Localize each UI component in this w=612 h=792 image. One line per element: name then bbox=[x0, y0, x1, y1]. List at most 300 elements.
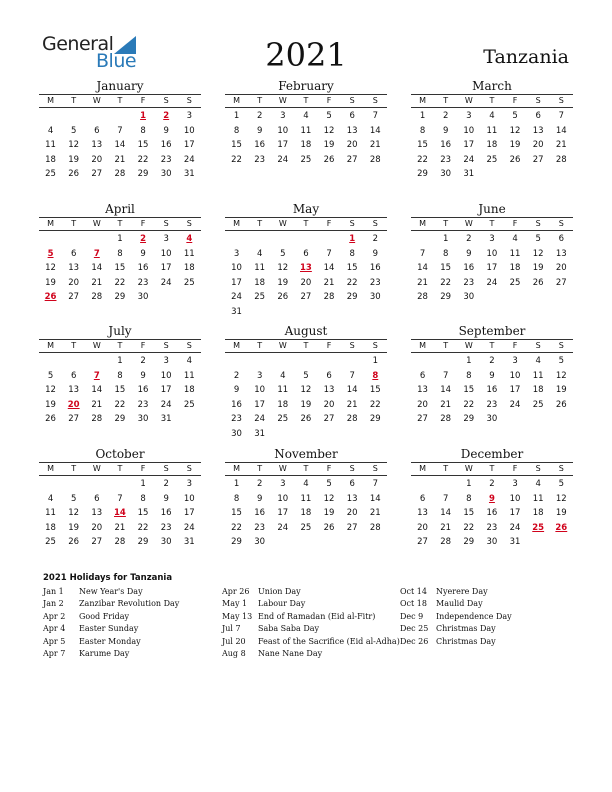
month-august bbox=[225, 324, 387, 442]
holiday-item bbox=[400, 611, 586, 623]
day: 21 bbox=[555, 140, 567, 151]
day: 14 bbox=[346, 385, 358, 396]
day: 3 bbox=[512, 479, 518, 489]
day: 8 bbox=[466, 493, 472, 504]
empty-day bbox=[62, 232, 85, 247]
day: 12 bbox=[277, 263, 289, 274]
day: 27 bbox=[417, 414, 428, 425]
day: 3 bbox=[163, 356, 169, 366]
day: 19 bbox=[555, 385, 567, 396]
day: 3 bbox=[256, 370, 263, 381]
weekday-header bbox=[39, 94, 201, 108]
day: 5 bbox=[47, 370, 54, 381]
month-name: August bbox=[284, 324, 328, 338]
day: 10 bbox=[509, 493, 521, 504]
weekday-label: S bbox=[163, 464, 169, 473]
day: 18 bbox=[486, 140, 498, 151]
day: 28 bbox=[346, 414, 358, 425]
day: 24 bbox=[486, 277, 498, 288]
day: 2 bbox=[442, 111, 449, 121]
holiday-day: 5 bbox=[47, 248, 54, 259]
day: 27 bbox=[300, 292, 312, 303]
day: 21 bbox=[114, 154, 126, 165]
day: 26 bbox=[532, 277, 544, 288]
day: 27 bbox=[91, 537, 103, 548]
day: 29 bbox=[137, 537, 149, 548]
holiday-column bbox=[400, 586, 586, 648]
day: 15 bbox=[463, 508, 475, 519]
day: 22 bbox=[114, 399, 126, 410]
holiday-date: May 13 bbox=[222, 611, 253, 621]
month-name: March bbox=[472, 79, 512, 93]
day: 23 bbox=[231, 414, 242, 425]
day: 18 bbox=[300, 140, 312, 151]
day: 21 bbox=[369, 508, 381, 519]
day: 25 bbox=[45, 169, 56, 180]
month-september bbox=[411, 324, 573, 427]
weekday-label: W bbox=[92, 96, 101, 105]
day: 25 bbox=[486, 154, 498, 165]
holiday-date: Dec 25 bbox=[400, 624, 429, 634]
day: 22 bbox=[346, 277, 358, 288]
holiday-item bbox=[400, 636, 586, 648]
day: 10 bbox=[183, 493, 195, 504]
day: 16 bbox=[463, 263, 475, 274]
weekday-label: W bbox=[464, 96, 473, 105]
weekday-header bbox=[411, 462, 573, 476]
weekday-label: F bbox=[512, 219, 518, 228]
day: 20 bbox=[555, 263, 567, 274]
day: 17 bbox=[160, 263, 172, 274]
day: 19 bbox=[509, 140, 521, 151]
holiday-date: Dec 26 bbox=[400, 636, 429, 646]
day: 15 bbox=[114, 263, 126, 274]
day: 9 bbox=[163, 493, 169, 504]
day: 5 bbox=[280, 248, 286, 259]
day: 13 bbox=[346, 125, 358, 136]
day: 7 bbox=[372, 479, 379, 489]
weekday-label: T bbox=[489, 464, 495, 473]
month-november bbox=[225, 447, 387, 550]
day: 13 bbox=[346, 493, 358, 504]
day: 10 bbox=[277, 493, 289, 504]
day: 3 bbox=[280, 479, 286, 489]
day: 7 bbox=[419, 248, 426, 259]
day: 8 bbox=[117, 370, 123, 381]
weekday-label: S bbox=[372, 219, 378, 228]
day: 19 bbox=[323, 140, 335, 151]
empty-day bbox=[39, 477, 62, 492]
day: 1 bbox=[117, 234, 123, 244]
day: 15 bbox=[231, 508, 242, 519]
day: 27 bbox=[68, 292, 80, 303]
holiday-item bbox=[43, 598, 229, 610]
day: 15 bbox=[137, 508, 149, 519]
day: 10 bbox=[254, 385, 266, 396]
day: 10 bbox=[231, 263, 242, 274]
day: 29 bbox=[231, 537, 242, 548]
weekday-label: S bbox=[558, 219, 564, 228]
holiday-day: 25 bbox=[532, 522, 545, 533]
day: 4 bbox=[512, 234, 518, 244]
weekday-label: M bbox=[419, 219, 427, 228]
empty-day bbox=[248, 232, 271, 247]
day: 22 bbox=[440, 277, 452, 288]
empty-day bbox=[85, 232, 108, 247]
day: 13 bbox=[323, 385, 335, 396]
day: 9 bbox=[372, 248, 379, 259]
day: 9 bbox=[140, 370, 146, 381]
day: 1 bbox=[466, 356, 472, 366]
day: 24 bbox=[509, 522, 521, 533]
day: 1 bbox=[233, 111, 240, 121]
day: 29 bbox=[346, 292, 358, 303]
day: 11 bbox=[45, 508, 56, 519]
day: 10 bbox=[160, 370, 172, 381]
weekday-label: M bbox=[233, 341, 241, 350]
holiday-date: Dec 9 bbox=[400, 611, 424, 621]
holiday-date: Apr 4 bbox=[43, 624, 66, 634]
day: 26 bbox=[45, 414, 56, 425]
empty-day bbox=[85, 354, 108, 369]
day: 21 bbox=[114, 522, 126, 533]
weekday-label: T bbox=[303, 464, 309, 473]
day: 16 bbox=[486, 508, 498, 519]
day: 28 bbox=[417, 292, 428, 303]
weekday-label: M bbox=[233, 464, 241, 473]
empty-day bbox=[271, 354, 294, 369]
holiday-name: Good Friday bbox=[79, 611, 130, 621]
day: 24 bbox=[463, 154, 475, 165]
day: 14 bbox=[369, 493, 381, 504]
weekday-label: F bbox=[326, 219, 332, 228]
month-name: December bbox=[460, 447, 524, 461]
day: 21 bbox=[323, 277, 335, 288]
day: 22 bbox=[463, 522, 475, 533]
day: 14 bbox=[114, 140, 126, 151]
empty-day bbox=[225, 354, 248, 369]
day: 25 bbox=[509, 277, 521, 288]
weekday-header bbox=[39, 217, 201, 231]
day: 11 bbox=[486, 125, 498, 136]
day: 28 bbox=[369, 522, 381, 533]
weekday-label: S bbox=[349, 219, 355, 228]
day: 6 bbox=[303, 248, 309, 259]
day: 30 bbox=[254, 537, 266, 548]
month-name: October bbox=[95, 447, 145, 461]
day: 3 bbox=[512, 356, 518, 366]
day: 4 bbox=[47, 493, 54, 504]
day: 22 bbox=[463, 399, 475, 410]
day: 29 bbox=[369, 414, 381, 425]
day: 6 bbox=[419, 370, 426, 381]
month-july bbox=[39, 324, 201, 427]
weekday-label: T bbox=[443, 96, 449, 105]
weekday-label: W bbox=[464, 464, 473, 473]
day: 20 bbox=[346, 508, 358, 519]
weekday-label: S bbox=[535, 96, 541, 105]
year-title: 2021 bbox=[265, 36, 347, 74]
day: 3 bbox=[466, 111, 472, 121]
holiday-day: 1 bbox=[140, 111, 147, 121]
day: 6 bbox=[326, 370, 332, 381]
holiday-date: Aug 8 bbox=[222, 649, 246, 659]
day: 14 bbox=[369, 125, 381, 136]
holiday-name: Nyerere Day bbox=[436, 587, 488, 596]
day: 28 bbox=[440, 537, 452, 548]
day: 27 bbox=[417, 537, 428, 548]
holiday-item bbox=[400, 586, 586, 598]
weekday-label: W bbox=[278, 341, 287, 350]
day: 16 bbox=[137, 385, 149, 396]
day: 30 bbox=[369, 292, 381, 303]
day: 15 bbox=[440, 263, 452, 274]
weekday-label: S bbox=[558, 464, 564, 473]
day: 18 bbox=[509, 263, 521, 274]
holiday-item bbox=[222, 586, 408, 598]
month-name: November bbox=[274, 447, 338, 461]
holiday-name: Christmas Day bbox=[436, 636, 496, 646]
holiday-date: Oct 14 bbox=[400, 587, 427, 596]
weekday-header bbox=[411, 94, 573, 108]
day: 12 bbox=[555, 493, 567, 504]
day: 11 bbox=[183, 370, 195, 381]
day: 11 bbox=[532, 370, 544, 381]
holiday-day: 9 bbox=[488, 493, 495, 504]
day: 9 bbox=[233, 385, 240, 396]
day: 5 bbox=[558, 479, 565, 489]
day: 18 bbox=[300, 508, 312, 519]
day: 17 bbox=[486, 263, 498, 274]
day: 8 bbox=[140, 493, 146, 504]
day: 7 bbox=[558, 111, 565, 121]
holiday-name: Independence Day bbox=[436, 611, 512, 621]
month-january bbox=[39, 79, 201, 182]
day: 30 bbox=[137, 292, 149, 303]
day: 30 bbox=[231, 428, 242, 439]
day: 27 bbox=[555, 277, 567, 288]
day: 16 bbox=[486, 385, 498, 396]
day: 16 bbox=[160, 140, 172, 151]
day: 28 bbox=[440, 414, 452, 425]
day: 4 bbox=[303, 479, 309, 489]
weekday-label: M bbox=[47, 96, 55, 105]
day: 6 bbox=[558, 234, 565, 244]
day: 3 bbox=[163, 234, 169, 244]
day: 15 bbox=[369, 385, 381, 396]
weekday-label: T bbox=[303, 341, 309, 350]
day: 3 bbox=[233, 248, 240, 259]
empty-day bbox=[341, 354, 364, 369]
weekday-label: F bbox=[140, 341, 146, 350]
day: 8 bbox=[349, 248, 355, 259]
empty-day bbox=[85, 477, 108, 492]
day: 13 bbox=[532, 125, 544, 136]
day: 29 bbox=[114, 292, 126, 303]
day: 30 bbox=[486, 414, 498, 425]
day: 18 bbox=[532, 385, 544, 396]
holiday-item bbox=[222, 598, 408, 610]
holiday-date: Jul 7 bbox=[222, 624, 241, 634]
day: 1 bbox=[117, 356, 123, 366]
holiday-item bbox=[43, 586, 229, 598]
weekday-header bbox=[225, 217, 387, 231]
day: 23 bbox=[486, 399, 498, 410]
weekday-header bbox=[39, 339, 201, 353]
day: 31 bbox=[231, 306, 242, 317]
month-name: January bbox=[96, 79, 144, 93]
weekday-label: S bbox=[558, 96, 564, 105]
day: 17 bbox=[183, 508, 195, 519]
weekday-label: S bbox=[163, 219, 169, 228]
weekday-label: T bbox=[117, 96, 123, 105]
day: 21 bbox=[440, 399, 452, 410]
empty-day bbox=[108, 109, 131, 124]
empty-day bbox=[318, 232, 341, 247]
weekday-header bbox=[411, 339, 573, 353]
month-december bbox=[411, 447, 573, 550]
day: 28 bbox=[323, 292, 335, 303]
day: 14 bbox=[555, 125, 567, 136]
holiday-day: 20 bbox=[67, 399, 80, 410]
day: 23 bbox=[440, 154, 452, 165]
day: 11 bbox=[532, 493, 544, 504]
holiday-date: Jan 2 bbox=[43, 599, 64, 609]
day: 20 bbox=[68, 277, 80, 288]
day: 14 bbox=[440, 385, 452, 396]
weekday-label: W bbox=[278, 219, 287, 228]
day: 14 bbox=[323, 263, 335, 274]
day: 15 bbox=[463, 385, 475, 396]
month-june bbox=[411, 202, 573, 305]
day: 20 bbox=[91, 522, 103, 533]
day: 22 bbox=[369, 399, 381, 410]
month-name: April bbox=[105, 202, 135, 216]
weekday-label: T bbox=[257, 341, 263, 350]
weekday-label: M bbox=[47, 219, 55, 228]
day: 17 bbox=[277, 140, 289, 151]
holiday-day: 26 bbox=[44, 292, 57, 303]
holiday-name: End of Ramadan (Eid al-Fitr) bbox=[258, 611, 376, 621]
day: 18 bbox=[45, 522, 56, 533]
day: 8 bbox=[117, 248, 123, 259]
day: 26 bbox=[555, 399, 567, 410]
holiday-item bbox=[43, 623, 229, 635]
day: 7 bbox=[442, 493, 449, 504]
day: 30 bbox=[440, 169, 452, 180]
day: 16 bbox=[231, 399, 242, 410]
weekday-label: T bbox=[71, 341, 77, 350]
day: 12 bbox=[555, 370, 567, 381]
month-name: June bbox=[478, 202, 506, 216]
day: 8 bbox=[442, 248, 449, 259]
weekday-header bbox=[225, 339, 387, 353]
empty-day bbox=[434, 477, 457, 492]
day: 26 bbox=[323, 522, 335, 533]
day: 2 bbox=[372, 234, 379, 244]
day: 13 bbox=[91, 140, 103, 151]
weekday-label: S bbox=[186, 464, 192, 473]
holiday-day: 7 bbox=[93, 248, 100, 259]
month-october bbox=[39, 447, 201, 550]
day: 5 bbox=[512, 111, 518, 121]
day: 22 bbox=[137, 154, 149, 165]
day: 12 bbox=[68, 140, 80, 151]
day: 17 bbox=[509, 508, 521, 519]
holidays-title: 2021 Holidays for Tanzania bbox=[43, 573, 173, 583]
day: 31 bbox=[183, 537, 195, 548]
day: 7 bbox=[372, 111, 379, 121]
weekday-label: F bbox=[326, 464, 332, 473]
month-name: May bbox=[292, 202, 320, 216]
weekday-label: T bbox=[71, 96, 77, 105]
day: 9 bbox=[442, 125, 449, 136]
day: 20 bbox=[346, 140, 358, 151]
day: 4 bbox=[535, 356, 541, 366]
holiday-day: 8 bbox=[372, 370, 379, 381]
day: 25 bbox=[300, 154, 312, 165]
day: 20 bbox=[532, 140, 544, 151]
weekday-label: M bbox=[419, 341, 427, 350]
day: 20 bbox=[323, 399, 335, 410]
day: 16 bbox=[254, 140, 266, 151]
weekday-label: F bbox=[140, 464, 146, 473]
day: 19 bbox=[323, 508, 335, 519]
day: 27 bbox=[91, 169, 103, 180]
weekday-label: F bbox=[512, 464, 518, 473]
weekday-label: W bbox=[278, 464, 287, 473]
day: 18 bbox=[183, 385, 195, 396]
day: 29 bbox=[463, 537, 475, 548]
day: 9 bbox=[489, 370, 495, 381]
weekday-label: W bbox=[464, 219, 473, 228]
day: 20 bbox=[91, 154, 103, 165]
holiday-name: Saba Saba Day bbox=[258, 624, 320, 634]
weekday-label: M bbox=[419, 96, 427, 105]
day: 23 bbox=[137, 399, 149, 410]
day: 17 bbox=[231, 277, 242, 288]
day: 16 bbox=[369, 263, 381, 274]
weekday-label: T bbox=[117, 464, 123, 473]
day: 13 bbox=[91, 508, 103, 519]
day: 12 bbox=[509, 125, 521, 136]
empty-day bbox=[294, 232, 317, 247]
day: 3 bbox=[280, 111, 286, 121]
day: 15 bbox=[346, 263, 358, 274]
day: 9 bbox=[256, 125, 263, 136]
holiday-item bbox=[222, 648, 408, 660]
holiday-date: May 1 bbox=[222, 599, 248, 609]
day: 21 bbox=[369, 140, 381, 151]
day: 1 bbox=[419, 111, 426, 121]
day: 23 bbox=[160, 154, 172, 165]
day: 17 bbox=[183, 140, 195, 151]
day: 29 bbox=[417, 169, 428, 180]
month-name: September bbox=[458, 324, 526, 338]
day: 11 bbox=[183, 248, 195, 259]
holiday-name: Labour Day bbox=[258, 599, 306, 609]
day: 17 bbox=[160, 385, 172, 396]
day: 10 bbox=[277, 125, 289, 136]
holiday-name: Nane Nane Day bbox=[258, 649, 323, 659]
weekday-label: W bbox=[92, 464, 101, 473]
holiday-item bbox=[222, 636, 408, 648]
holiday-day: 1 bbox=[349, 234, 356, 244]
day: 4 bbox=[256, 248, 263, 259]
weekday-label: S bbox=[186, 96, 192, 105]
holiday-day: 14 bbox=[114, 508, 126, 519]
weekday-label: F bbox=[140, 96, 146, 105]
